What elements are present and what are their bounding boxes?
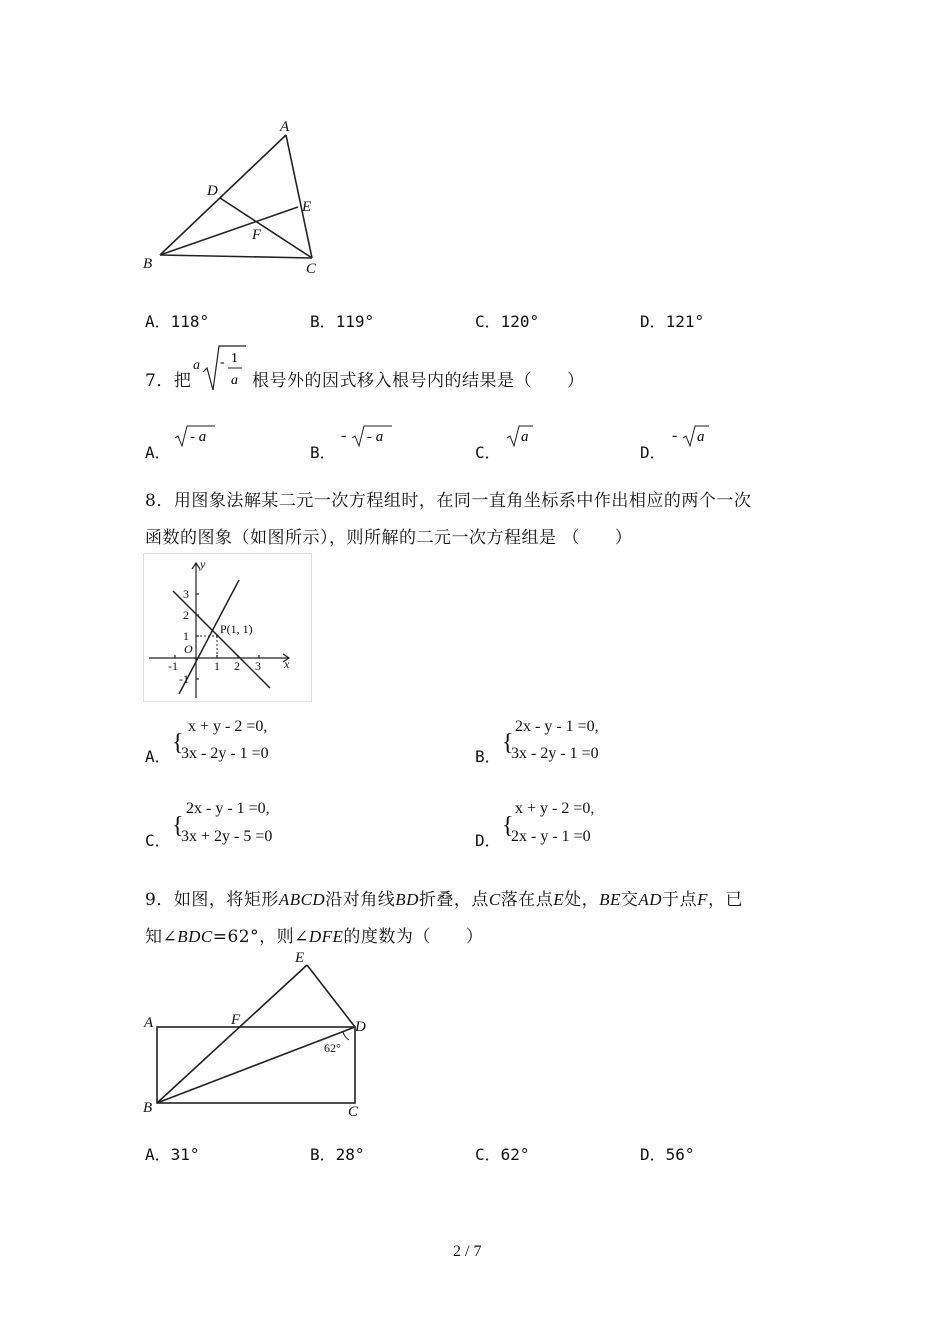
graph-tick-y2: 2 bbox=[183, 608, 189, 622]
q7-frac-den: a bbox=[231, 373, 238, 388]
fig9-label-d: D bbox=[355, 1019, 366, 1035]
q8-line2: 函数的图象（如图所示），则所解的二元一次方程组是 （ ） bbox=[145, 528, 633, 548]
q9-line2: 知∠BDC=62°，则∠DFE的度数为（ ） bbox=[145, 927, 484, 947]
q8-option-a-eq2: 3x - 2y - 1 =0 bbox=[181, 745, 269, 762]
q7-option-d-label[interactable]: D． bbox=[640, 443, 666, 462]
graph-point-label: P(1, 1) bbox=[220, 622, 253, 636]
graph-tick-x3: 3 bbox=[255, 659, 261, 673]
q7-option-d-prefix: - bbox=[672, 427, 678, 444]
q6-option-c[interactable]: C．120° bbox=[475, 312, 540, 331]
q9-option-a[interactable]: A．31° bbox=[145, 1145, 200, 1164]
q7-option-a-sqrt bbox=[174, 425, 216, 447]
q6-option-d[interactable]: D．121° bbox=[640, 312, 705, 331]
q8-option-b-brace: { bbox=[502, 730, 514, 756]
q8-option-a-label[interactable]: A． bbox=[145, 747, 171, 766]
q8-option-c-eq1: 2x - y - 1 =0, bbox=[186, 800, 270, 817]
q7-option-b-prefix: - bbox=[341, 427, 347, 444]
q7-number: 7．把 bbox=[145, 371, 192, 391]
q8-option-c-eq2: 3x + 2y - 5 =0 bbox=[181, 828, 273, 845]
label-e: E bbox=[302, 199, 312, 215]
q9-option-b[interactable]: B．28° bbox=[310, 1145, 365, 1164]
q7-option-c-label[interactable]: C． bbox=[475, 443, 501, 462]
q8-graph bbox=[143, 553, 313, 703]
q8-option-b-eq1: 2x - y - 1 =0, bbox=[515, 718, 599, 735]
graph-tick-ym1: -1 bbox=[179, 672, 189, 686]
q7-text: 根号外的因式移入根号内的结果是（ ） bbox=[252, 371, 585, 391]
label-c: C bbox=[306, 261, 317, 277]
q7-coef: a bbox=[193, 358, 200, 373]
q7-minus: - bbox=[220, 355, 225, 370]
svg-text:a: a bbox=[521, 429, 529, 445]
triangle-figure bbox=[140, 115, 330, 280]
q7-option-b-sqrt bbox=[351, 425, 393, 447]
q7-radical bbox=[201, 344, 247, 394]
graph-tick-y1: 1 bbox=[183, 629, 189, 643]
svg-text:- a: - a bbox=[367, 429, 384, 445]
label-a: A bbox=[280, 119, 290, 135]
q8-option-b-eq2: 3x - 2y - 1 =0 bbox=[511, 745, 599, 762]
q9-option-d[interactable]: D．56° bbox=[640, 1145, 695, 1164]
fig9-label-c: C bbox=[348, 1104, 359, 1120]
fig9-angle: 62° bbox=[324, 1041, 341, 1055]
fig9-label-e: E bbox=[295, 950, 305, 966]
label-d: D bbox=[207, 183, 218, 199]
q8-option-a-brace: { bbox=[172, 730, 184, 756]
graph-y-label: y bbox=[200, 557, 206, 571]
rectangle-fold-figure bbox=[140, 948, 375, 1120]
q8-option-a-eq1: x + y - 2 =0, bbox=[188, 718, 268, 735]
q6-option-b[interactable]: B．119° bbox=[310, 312, 375, 331]
q7-option-d-sqrt bbox=[682, 425, 710, 447]
q8-option-c-brace: { bbox=[172, 813, 184, 839]
svg-text:- a: - a bbox=[190, 429, 207, 445]
label-b: B bbox=[143, 256, 153, 272]
graph-tick-x2: 2 bbox=[234, 659, 240, 673]
q7-option-c-sqrt bbox=[506, 425, 534, 447]
page-number: 2 / 7 bbox=[453, 1243, 482, 1260]
q8-option-d-label[interactable]: D． bbox=[475, 831, 501, 850]
q8-option-c-label[interactable]: C． bbox=[145, 831, 171, 850]
label-f: F bbox=[252, 227, 262, 243]
graph-tick-y3: 3 bbox=[183, 587, 189, 601]
fig9-label-a: A bbox=[144, 1015, 154, 1031]
svg-text:a: a bbox=[697, 429, 705, 445]
fig9-label-b: B bbox=[143, 1100, 153, 1116]
graph-origin: O bbox=[184, 642, 193, 656]
q8-option-d-eq1: x + y - 2 =0, bbox=[515, 800, 595, 817]
q8-option-d-brace: { bbox=[502, 813, 514, 839]
q6-option-a[interactable]: A．118° bbox=[145, 312, 210, 331]
q7-option-b-label[interactable]: B． bbox=[310, 443, 336, 462]
q8-option-d-eq2: 2x - y - 1 =0 bbox=[511, 828, 591, 845]
q9-option-c[interactable]: C．62° bbox=[475, 1145, 530, 1164]
q7-frac-num: 1 bbox=[231, 351, 238, 366]
q7-option-a-label[interactable]: A． bbox=[145, 443, 171, 462]
graph-tick-x1: 1 bbox=[214, 659, 220, 673]
fig9-label-f: F bbox=[231, 1012, 241, 1028]
graph-x-label: x bbox=[284, 657, 290, 671]
q9-line1: 9．如图，将矩形ABCD沿对角线BD折叠，点C落在点E处，BE交AD于点F，已 bbox=[145, 890, 743, 910]
q8-line1: 8．用图象法解某二元一次方程组时，在同一直角坐标系中作出相应的两个一次 bbox=[145, 491, 752, 511]
q8-option-b-label[interactable]: B． bbox=[475, 747, 501, 766]
graph-tick-xm1: -1 bbox=[168, 659, 178, 673]
